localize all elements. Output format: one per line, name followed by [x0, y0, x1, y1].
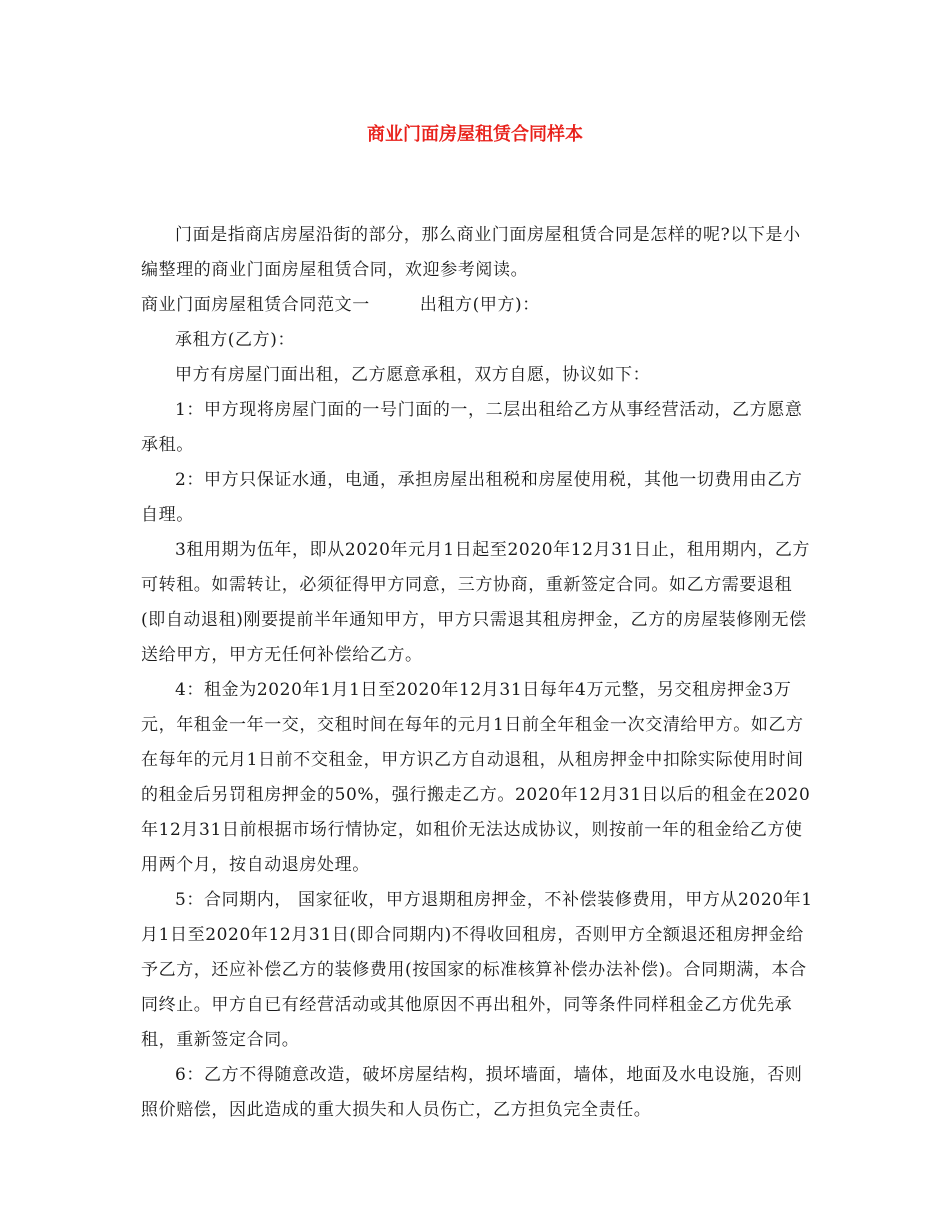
preamble-paragraph: 甲方有房屋门面出租，乙方愿意承租，双方自愿，协议如下：: [175, 365, 651, 385]
lessee-label: 承租方(乙方)：: [175, 330, 296, 350]
document-body: [141, 218, 813, 1128]
document-title: 商业门面房屋租赁合同样本: [367, 124, 583, 145]
clause-paragraph-6: 6：乙方不得随意改造，破坏房屋结构，损坏墙面，墙体，地面及水电设施，否则照价赔偿，因此造成的重大损失和人员伤亡，乙方担负完全责任。: [141, 1065, 803, 1120]
intro-paragraph: 门面是指商店房屋沿街的部分，那么商业门面房屋租赁合同是怎样的呢?以下是小编整理的商业门面房屋租赁合同，欢迎参考阅读。: [141, 225, 801, 280]
sample-heading: 商业门面房屋租赁合同范文一: [141, 295, 370, 315]
clause-paragraph-2: 2：甲方只保证水通，电通，承担房屋出租税和房屋使用税，其他一切费用由乙方自理。: [141, 470, 803, 525]
clause-paragraph-3: 3租用期为伍年，即从2020年元月1日起至2020年12月31日止，租用期内，乙方可转租。如需转让，必须征得甲方同意，三方协商，重新签定合同。如乙方需要退租(即自动退租)刚要提前半年通知甲方，甲方只需退其租房押金，乙方的房屋装修刚无偿送给甲方，甲方无任何补偿给乙方。: [141, 540, 811, 665]
sample-heading-line: [141, 288, 813, 323]
lessor-label: 出租方(甲方)：: [419, 295, 540, 315]
clause-paragraph-5: 5：合同期内， 国家征收，甲方退期租房押金，不补偿装修费用，甲方从2020年1月1日至2020年12月31日(即合同期内)不得收回租房，否则甲方全额退还租房押金给予乙方，还应补偿乙方的装修费用(按国家的标准核算补偿办法补偿)。合同期满，本合同终止。甲方自已有经营活动或其他原因不再出租外，同等条件同样租金乙方优先承租，重新签定合同。: [141, 890, 813, 1050]
clause-paragraph-4: 4：租金为2020年1月1日至2020年12月31日每年4万元整，另交租房押金3万元，年租金一年一交，交租时间在每年的元月1日前全年租金一次交清给甲方。如乙方在每年的元月1日前不交租金，甲方识乙方自动退租，从租房押金中扣除实际使用时间的租金后另罚租房押金的50%，强行搬走乙方。2020年12月31日以后的租金在2020年12月31日前根据市场行情协定，如租价无法达成协议，则按前一年的租金给乙方使用两个月，按自动退房处理。: [141, 680, 811, 875]
clause-paragraph-1: 1：甲方现将房屋门面的一号门面的一，二层出租给乙方从事经营活动，乙方愿意承租。: [141, 400, 803, 455]
